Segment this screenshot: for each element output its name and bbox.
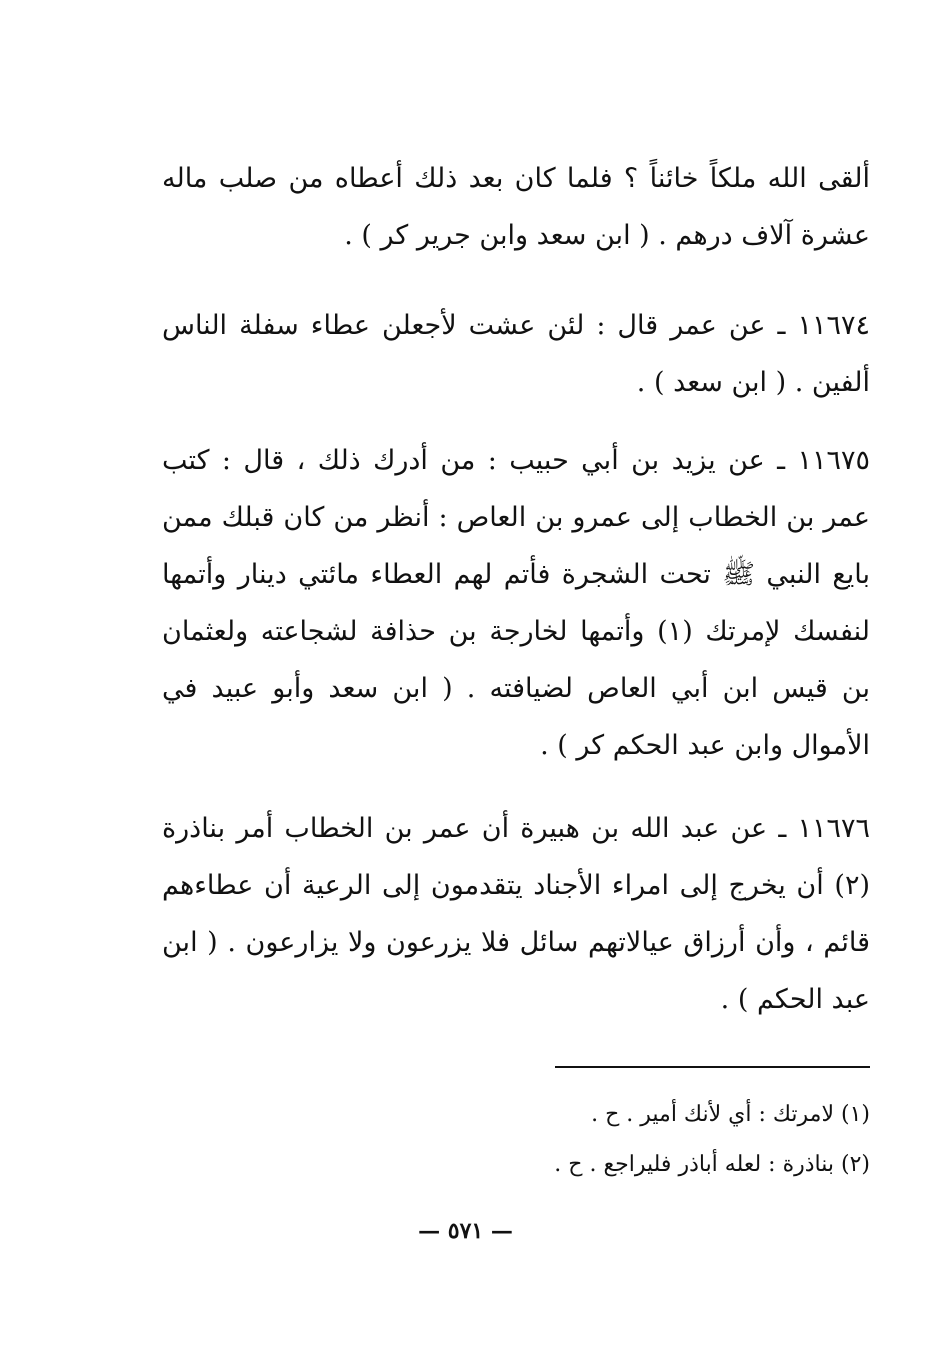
footnote-divider [555, 1066, 870, 1068]
footnote-1: (١) لامرتك : أي لأنك أمير . ح . [591, 1102, 870, 1127]
footnotes [300, 1090, 870, 1190]
footnote-2: (٢) بناذرة : لعله أباذر فليراجع . ح . [554, 1152, 870, 1177]
paragraph-hadith-11675: ١١٦٧٥ ـ عن يزيد بن أبي حبيب : من أدرك ذلك ، قال : كتب عمر بن الخطاب إلى عمرو بن العاص : أنظر من كان قبلك ممن بايع النبي ﷺ تحت الشجرة فأتم لهم العطاء مائتي دينار وأتمها لنفسك لإمرتك (١) وأتمها لخارجة بن حذافة لشجاعته ولعثمان بن قيس ابن أبي العاص لضيافته . ( ابن سعد وأبو عبيد في الأموال وابن عبد الحكم كر ) . [162, 445, 870, 761]
page-number: — ٥٧١ — [418, 1218, 513, 1244]
paragraph-hadith-11676: ١١٦٧٦ ـ عن عبد الله بن هبيرة أن عمر بن الخطاب أمر بناذرة (٢) أن يخرج إلى امراء الأجناد يتقدمون إلى الرعية أن عطاءهم قائم ، وأن أرزاق عيالاتهم سائل فلا يزرعون ولا يزارعون . ( ابن عبد الحكم ) . [162, 813, 870, 1015]
paragraph-hadith-11674: ١١٦٧٤ ـ عن عمر قال : لئن عشت لأجعلن عطاء سفلة الناس ألفين . ( ابن سعد ) . [162, 310, 870, 398]
paragraph-continuation: ألقى الله ملكاً خائناً ؟ فلما كان بعد ذلك أعطاه من صلب ماله عشرة آلاف درهم . ( ابن سعد وابن جرير كر ) . [162, 163, 870, 251]
